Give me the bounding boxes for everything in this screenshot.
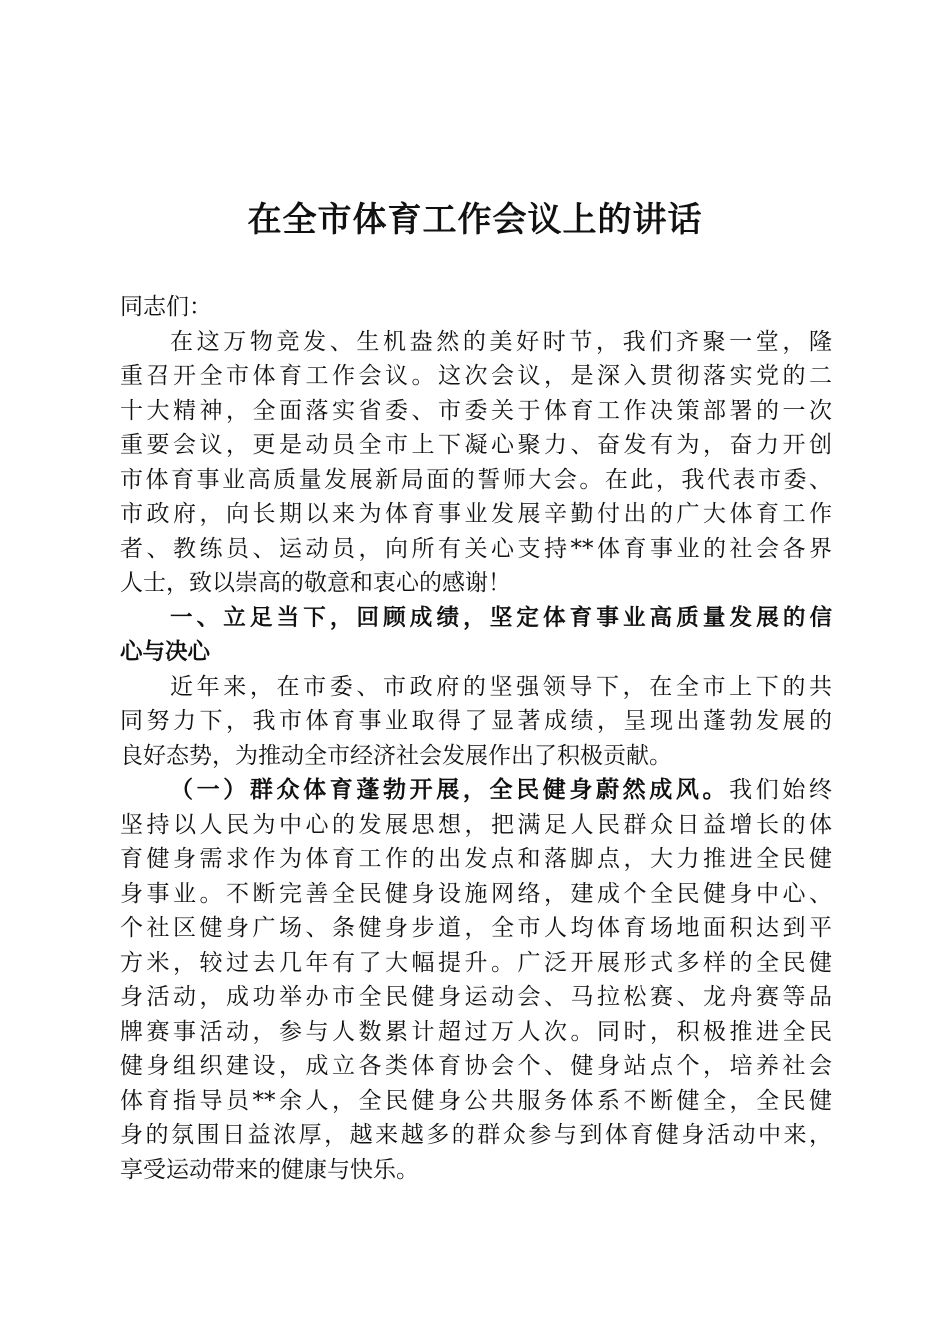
document-body bbox=[120, 290, 832, 1187]
subsection-line: 身活动，成功举办市全民健身运动会、马拉松赛、龙舟赛等品 bbox=[120, 984, 832, 1010]
subsection-line: 牌赛事活动，参与人数累计超过万人次。同时，积极推进全民 bbox=[120, 1018, 832, 1045]
subsection-line: 享受运动带来的健康与快乐。 bbox=[120, 1156, 419, 1183]
subsection-text: 我们始终 bbox=[729, 777, 832, 803]
subsection-line: 健身组织建设，成立各类体育协会个、健身站点个，培养社会 bbox=[120, 1053, 832, 1079]
subsection-first-line bbox=[120, 773, 832, 808]
subsection-line: 个社区健身广场、条健身步道，全市人均体育场地面积达到平 bbox=[120, 915, 832, 941]
intro-line: 市政府，向长期以来为体育事业发展辛勤付出的广大体育工作 bbox=[120, 501, 832, 527]
section-heading-line: 心与决心 bbox=[120, 639, 211, 665]
subsection-heading: （一）群众体育蓬勃开展，全民健身蔚然成风。 bbox=[170, 776, 730, 803]
intro-line: 重要会议，更是动员全市上下凝心聚力、奋发有为，奋力开创 bbox=[120, 432, 832, 458]
intro-line: 人士，致以崇高的敬意和衷心的感谢！ bbox=[120, 570, 511, 596]
intro-line: 十大精神，全面落实省委、市委关于体育工作决策部署的一次 bbox=[120, 397, 832, 424]
section-line: 近年来，在市委、市政府的坚强领导下，在全市上下的共 bbox=[170, 673, 832, 700]
intro-line: 重召开全市体育工作会议。这次会议，是深入贯彻落实党的二 bbox=[120, 363, 832, 389]
subsection-line: 体育指导员**余人，全民健身公共服务体系不断健全，全民健 bbox=[120, 1087, 832, 1114]
document-title: 在全市体育工作会议上的讲话 bbox=[247, 200, 703, 240]
section-heading-line: 一、立足当下，回顾成绩，坚定体育事业高质量发展的信 bbox=[170, 604, 832, 631]
subsection-line: 身事业。不断完善全民健身设施网络，建成个全民健身中心、 bbox=[120, 880, 832, 907]
section-line: 良好态势，为推动全市经济社会发展作出了积极贡献。 bbox=[120, 742, 672, 769]
subsection-line: 育健身需求作为体育工作的出发点和落脚点，大力推进全民健 bbox=[120, 846, 832, 872]
subsection-line: 坚持以人民为中心的发展思想，把满足人民群众日益增长的体 bbox=[120, 811, 832, 838]
section-line: 同努力下，我市体育事业取得了显著成绩，呈现出蓬勃发展的 bbox=[120, 708, 832, 734]
subsection-line: 身的氛围日益浓厚，越来越多的群众参与到体育健身活动中来， bbox=[120, 1122, 832, 1148]
intro-line: 市体育事业高质量发展新局面的誓师大会。在此，我代表市委、 bbox=[120, 466, 832, 493]
intro-line: 者、教练员、运动员，向所有关心支持**体育事业的社会各界 bbox=[120, 535, 832, 562]
intro-line: 在这万物竞发、生机盎然的美好时节，我们齐聚一堂，隆 bbox=[170, 328, 832, 355]
subsection-line: 方米，较过去几年有了大幅提升。广泛开展形式多样的全民健 bbox=[120, 949, 832, 976]
salutation: 同志们： bbox=[120, 294, 212, 320]
